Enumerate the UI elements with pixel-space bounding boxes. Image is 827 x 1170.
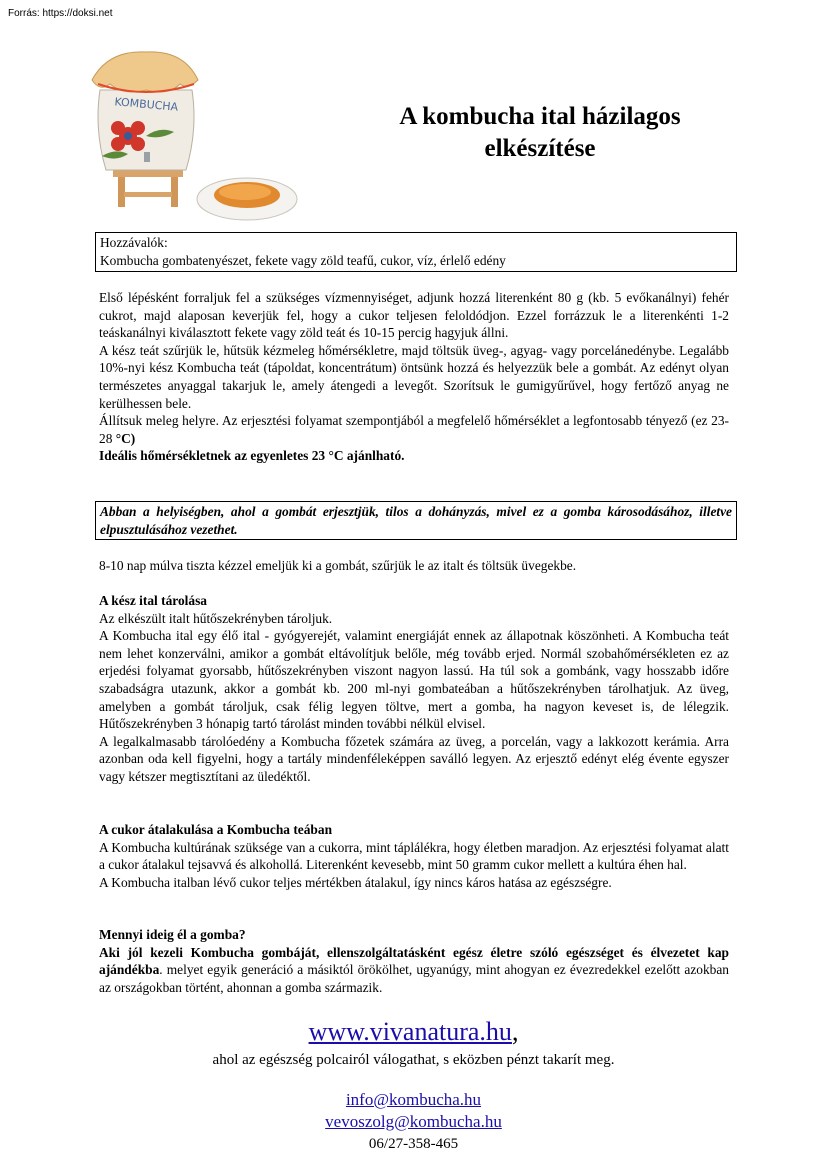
email-info-line bbox=[100, 1089, 727, 1111]
ideal-temperature: Ideális hőmérsékletnek az egyenletes 23 °C ajánlható. bbox=[99, 448, 405, 464]
sugar-paragraph-2: A Kombucha italban lévő cukor teljes mértékben átalakul, így nincs káros hatása az egészségre. bbox=[99, 874, 612, 890]
storage-paragraph-1: Az elkészült italt hűtőszekrényben tároljuk. bbox=[99, 610, 333, 626]
website-suffix: , bbox=[511, 1017, 519, 1046]
step-paragraph-3 bbox=[99, 412, 729, 447]
step-paragraph-2: A kész teát szűrjük le, hűtsük kézmeleg hőmérsékletre, majd töltsük üveg-, agyag- vagy porcelánedénybe. Legalább 10%-nyi kész Kombucha teát (tápoldat, koncentrátum) öntsünk hozzá és helyezzük bele a gombát. Az edényt olyan természetes anyaggal takarjuk le, amely átengedi a levegőt. Szorítsuk le gumigyűrűvel, hogy fertőző anyag ne kerülhessen bele. bbox=[99, 342, 729, 411]
source-label: Forrás: https://doksi.net bbox=[8, 8, 113, 19]
website-line bbox=[100, 1015, 727, 1049]
sugar-section bbox=[99, 821, 729, 891]
ingredients-text: Kombucha gombatenyészet, fekete vagy zöld teafű, cukor, víz, érlelő edény bbox=[100, 253, 506, 268]
warning-box: Abban a helyiségben, ahol a gombát erjesztjük, tilos a dohányzás, mivel ez a gomba károsodásához, illetve elpusztulásához vezethet. bbox=[95, 501, 737, 540]
ingredients-box bbox=[95, 232, 737, 272]
email-info-link[interactable]: info@kombucha.hu bbox=[345, 1090, 482, 1109]
lifespan-section bbox=[99, 926, 729, 996]
step-3-text: Állítsuk meleg helyre. Az erjesztési folyamat szempontjából a megfelelő hőmérséklet a legfontosabb tényező (ez 23-28 bbox=[99, 413, 729, 446]
step-paragraph-1: Első lépésként forraljuk fel a szükséges vízmennyiséget, adjunk hozzá literenként 80 g (kb. 5 evőkanálnyi) fehér cukrot, majd alaposan keverjük fel, hogy a cukor teljesen feloldódjon. Ezzel forrázzuk le a literenkénti 1-2 teáskanálnyi kiválasztott fekete vagy zöld teát és 10-15 percig hagyjuk állni. bbox=[99, 290, 729, 341]
preparation-steps bbox=[99, 289, 729, 465]
page-title bbox=[340, 101, 740, 165]
kombucha-culture-plate-image bbox=[196, 172, 298, 222]
title-line-2: elkészítése bbox=[484, 135, 596, 162]
storage-paragraph-2: A Kombucha ital egy élő ital - gyógyerejét, valamint energiáját ennek az állapotnak köszönheti. A Kombucha teát nem lehet konzerválni, amikor a gombát eltávolítjuk belőle, még tovább erjed. Normál szobahőmérsékleten ez az erjedési folyamat gyorsabb, hűtőszekrényben viszont nagyon lassú. Ha túl sok a gombánk, vagy hosszabb időre szabadságra utazunk, akkor a gombát kb. 200 ml-nyi gombateában a hűtőszekrényben tárolhatjuk. Az üveg, amelyben a gombát tároljuk, csak félig legyen töltve, mert a gomba, ha nagyon keveset is, de lélegzik. Hűtőszekrényben 3 hónapig tartó tárolást minden további nélkül elvisel. bbox=[99, 628, 729, 732]
lifespan-heading: Mennyi ideig él a gomba? bbox=[99, 927, 246, 942]
email-support-line bbox=[100, 1111, 727, 1133]
sugar-heading: A cukor átalakulása a Kombucha teában bbox=[99, 822, 333, 837]
ingredients-heading: Hozzávalók: bbox=[100, 235, 168, 250]
lifespan-paragraph bbox=[99, 944, 729, 997]
jar-stand bbox=[113, 170, 183, 177]
storage-paragraph-3: A legalkalmasabb tárolóedény a Kombucha főzetek számára az üveg, a porcelán, vagy a lakkozott kerámia. Arra azonban oda kell figyelni, hogy a tartály mindenféleképpen saválló legyen. Az erjesztő edényt elég évente egyszer vagy kétszer megtisztítani az üledéktől. bbox=[99, 733, 729, 784]
kombucha-jar-image bbox=[88, 40, 203, 210]
temp-unit: °C) bbox=[115, 430, 136, 446]
storage-section bbox=[99, 592, 729, 786]
sugar-paragraph-1: A Kombucha kultúrának szüksége van a cukorra, mint táplálékra, hogy életben maradjon. Az erjesztési folyamat alatt a cukor átalakul tejsavvá és alkohollá. Literenként kevesebb, mint 50 gramm cukor mellett a kultúra éhen hal. bbox=[99, 839, 729, 873]
lifespan-bold-text: Aki jól kezeli Kombucha gombáját, ellenszolgáltatásként egész életre szóló egészséget és élvezetet kap ajándékba bbox=[99, 944, 729, 978]
email-support-link[interactable]: vevoszolg@kombucha.hu bbox=[325, 1112, 502, 1131]
phone-number: 06/27-358-465 bbox=[368, 1136, 459, 1152]
lifespan-text: . melyet egyik generáció a másiktól örökölhet, ugyanúgy, mint ahogyan ez évezredekkel ezelőtt azokban az országokban történt, ahonnan a gomba származik. bbox=[99, 962, 729, 995]
title-line-1: A kombucha ital házilagos bbox=[399, 103, 681, 130]
footer-tagline: ahol az egészség polcairól válogathat, s eközben pénzt takarít meg. bbox=[212, 1052, 615, 1068]
website-link[interactable]: www.vivanatura.hu bbox=[308, 1017, 512, 1046]
jar-label: KOMBUCHA bbox=[113, 95, 179, 114]
after-days-text: 8-10 nap múlva tiszta kézzel emeljük ki a gombát, szűrjük le az italt és töltsük üvegekbe. bbox=[99, 558, 577, 573]
storage-heading: A kész ital tárolása bbox=[99, 593, 207, 608]
